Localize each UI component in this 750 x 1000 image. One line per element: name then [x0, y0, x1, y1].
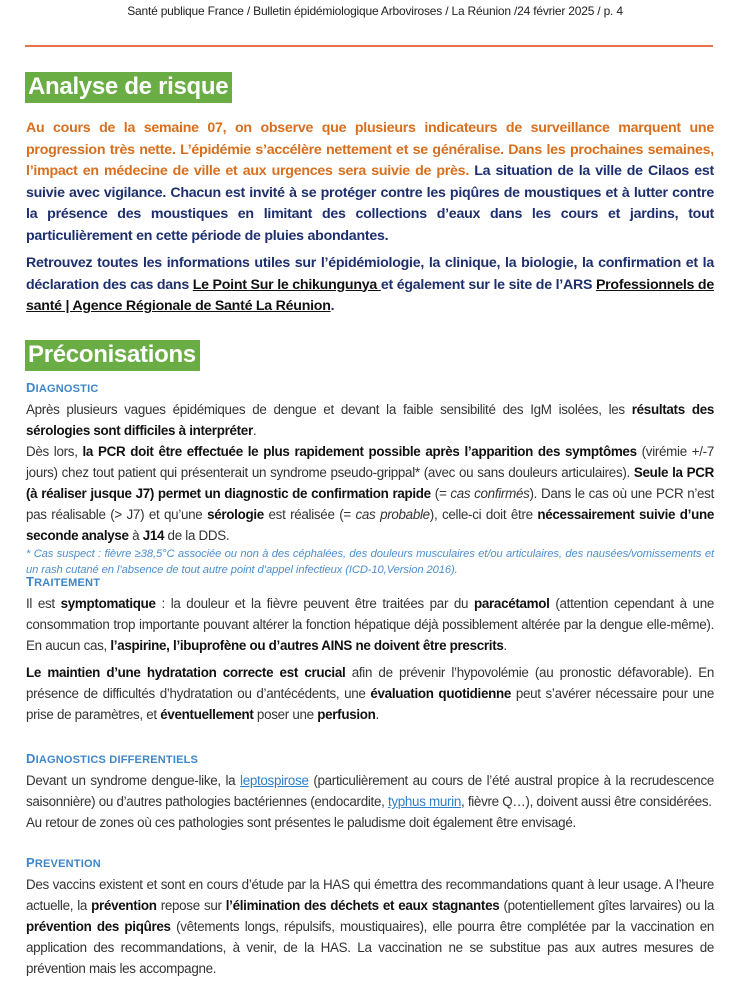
heading-initial: D [26, 751, 36, 766]
inline-link[interactable]: Le Point Sur le chikungunya [192, 276, 381, 293]
page-header: Santé publique France / Bulletin épidémiologique Arboviroses / La Réunion /24 février 2025 / p. 4 [127, 4, 623, 18]
italic-text: cas probable [355, 507, 430, 522]
section-title-analyse-risque: Analyse de risque [25, 72, 232, 103]
text-run: ( [430, 486, 439, 501]
text-run: (potentiellement gîtes larvaires) ou la [499, 898, 715, 913]
bold-text: résultats des sérologies sont difficiles à interpréter [26, 402, 714, 438]
bold-text: éventuellement [160, 707, 254, 722]
text-run: La situation de la ville de Cilaos est suivie avec vigilance. Chacun est invité à se protéger contre les piqûres de moustiques et à lutter contre la présence des moustiques en limitant des collections d’eaux dans les cours et jardins, tout particulièrement en cette période de pluies abondantes. [26, 163, 714, 244]
text-run: . [375, 707, 379, 722]
differentiels-paragraph [26, 770, 714, 812]
text-run: Au retour de zones où ces pathologies sont présentes le paludisme doit également être envisagé. [26, 815, 576, 830]
heading-rest: REVENTION [34, 858, 101, 870]
text-run: (particulièrement au cours de l’été austral propice à la recrudescence saisonnière) ou d’autres pathologies bactériennes (endocardite, [26, 773, 714, 809]
text-run: . [503, 638, 507, 653]
bold-text: sérologie [207, 507, 264, 522]
inline-link[interactable]: leptospirose [240, 773, 309, 788]
diagnostic-paragraph [26, 399, 714, 441]
bold-text: prévention des piqûres [26, 919, 171, 934]
inline-link[interactable]: typhus murin [387, 794, 461, 809]
risk-paragraph [26, 118, 714, 247]
paludisme-paragraph [26, 812, 714, 833]
bold-text: perfusion [317, 707, 376, 722]
section-title-preconisations: Préconisations [25, 340, 200, 371]
bold-text: symptomatique [60, 596, 156, 611]
bold-text: l’aspirine, l’ibuprofène ou d’autres AINS ne doivent être prescrits [110, 638, 504, 653]
text-run: Devant un syndrome dengue-like, la [26, 773, 241, 788]
text-run: de la DDS. [164, 528, 230, 543]
traitement-section [26, 575, 714, 725]
text-run: Il est [26, 596, 61, 611]
text-run: à [128, 528, 143, 543]
traitement-paragraph [26, 593, 714, 656]
text-run: repose sur [156, 898, 226, 913]
text-run: . [330, 298, 335, 314]
subheading-diagnostic [26, 381, 714, 396]
prevention-paragraph [26, 874, 714, 979]
differentiels-section [26, 752, 714, 833]
heading-rest: IAGNOSTIC [35, 383, 99, 395]
prevention-section [26, 856, 714, 979]
heading-rest: IAGNOSTICS DIFFERENTIELS [35, 754, 199, 766]
bold-text: J14 [142, 528, 165, 543]
heading-initial: D [26, 380, 36, 395]
text-run: ). Dans le cas où une PCR n’est pas réalisable (> J7) et qu’une [26, 486, 714, 522]
header-divider [25, 45, 713, 47]
bold-text: Seule la PCR (à réaliser jusque J7) permet un diagnostic de confirmation rapide [26, 465, 715, 501]
text-run: Après plusieurs vagues épidémiques de dengue et devant la faible sensibilité des IgM isolées, les [26, 402, 632, 417]
subheading-traitement [26, 575, 714, 590]
text-run: poser une [253, 707, 318, 722]
text-run: et également sur le site de l’ARS [380, 276, 596, 293]
bold-text: l’élimination des déchets et eaux stagnantes [225, 898, 500, 913]
subheading-diagnostics-differentiels [26, 752, 714, 767]
text-run: Dès lors, [26, 444, 83, 459]
text-run: (virémie +/-7 jours) chez tout patient qui présenterait un syndrome pseudo-grippal* (avec ou sans douleurs articulaires). [26, 444, 714, 480]
risk-analysis-text [26, 118, 714, 318]
bold-text: la PCR doit être effectuée le plus rapidement possible après l’apparition des symptômes [82, 444, 637, 459]
text-run: (vêtements longs, répulsifs, moustiquaires), elle pourra être complétée par la vaccination en application des recommandations, à venir, de la HAS. La vaccination ne se substitue pas aux autres mesures de prévention mais les accompagne. [26, 919, 714, 976]
text-run: : la douleur et la fièvre peuvent être traitées par du [155, 596, 474, 611]
bold-text: évaluation quotidienne [370, 686, 512, 701]
text-run: (attention cependant à une consommation trop importante pouvant altérer la fonction hépatique déjà possiblement altérée par la dengue elle-même). En aucun cas, [26, 596, 714, 653]
heading-rest: RAITEMENT [34, 577, 101, 589]
text-run: peut s’avérer nécessaire pour une prise de paramètres, et [26, 686, 714, 722]
text-run: ), celle-ci doit être [429, 507, 538, 522]
bold-text: nécessairement suivie d’une seconde analyse [26, 507, 715, 543]
text-run: , fièvre Q…), doivent aussi être considérées. [461, 794, 712, 809]
hydratation-paragraph [26, 662, 714, 725]
text-run: . [252, 423, 257, 438]
italic-text: = cas confirmés [438, 486, 530, 501]
text-run: afin de prévenir l’hypovolémie (au pronostic défavorable). En présence de difficultés d’hydratation ou d’antécédents, une [26, 665, 714, 701]
heading-initial: P [26, 855, 35, 870]
diagnostic-paragraph [26, 441, 714, 546]
subheading-prevention [26, 856, 714, 871]
text-run: Des vaccins existent et sont en cours d’étude par la HAS qui émettra des recommandations quant à leur usage. A l’heure actuelle, la [26, 877, 714, 913]
bold-text: paracétamol [473, 596, 550, 611]
resources-paragraph [26, 253, 714, 318]
heading-initial: T [26, 574, 35, 589]
text-run: Au cours de la semaine 07, on observe que plusieurs indicateurs de surveillance marquent une progression très nette. L’épidémie s’accélère nettement et se généralise. Dans les prochaines semaines, l’impact en médecine de ville et aux urgences sera suivie de près. [26, 120, 714, 179]
footnote-cas-suspect: * Cas suspect : fièvre ≥38,5°C associée ou non à des céphalées, des douleurs musculaires et/ou articulaires, des nausées/vomissements et un rash cutané en l’absence de tout autre point d’appel infectieux (ICD-10,Version 2016). [26, 548, 714, 576]
bold-text: prévention [91, 898, 157, 913]
text-run: est réalisée (= [263, 507, 356, 522]
inline-link[interactable]: Professionnels de santé | Agence Régionale de Santé La Réunion [26, 276, 714, 314]
bold-text: Le maintien d’une hydratation correcte est crucial [26, 665, 346, 680]
diagnostic-section [26, 381, 714, 578]
text-run: Retrouvez toutes les informations utiles sur l’épidémiologie, la clinique, la biologie, la confirmation et la déclaration des cas dans [26, 255, 714, 293]
